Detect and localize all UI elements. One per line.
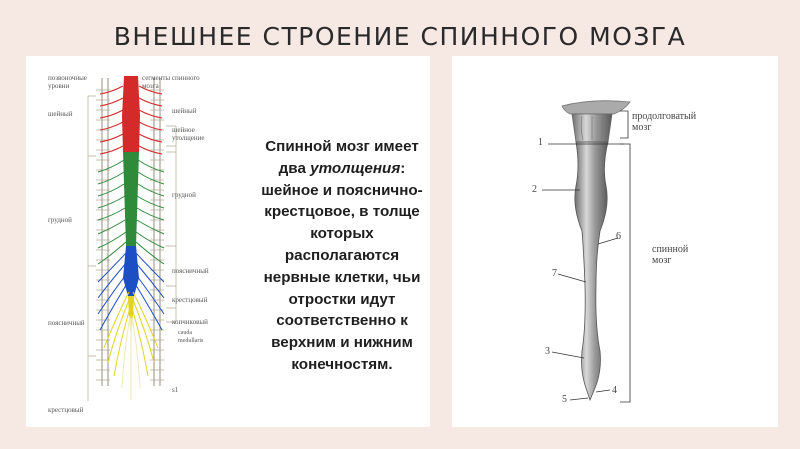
description-part2: : шейное и пояснично-крестцовое, в толще которых располагаются нервные клетки, чьи отростки идут соответственно к верхним и нижним конечностям. <box>261 159 423 373</box>
description-part1: Спинной мозг имеет два <box>265 138 419 177</box>
marker-4: 4 <box>612 385 617 396</box>
marker-3: 3 <box>545 346 550 357</box>
cervical-segment <box>122 76 140 152</box>
marker-6: 6 <box>616 231 621 242</box>
right-label-coccygeal: копчиковый <box>172 318 208 326</box>
slide-title: ВНЕШНЕЕ СТРОЕНИЕ СПИННОГО МОЗГА <box>113 22 687 51</box>
medulla-label-line2: мозг <box>632 122 652 133</box>
left-label-thoracic: грудной <box>48 216 72 224</box>
marker-5: 5 <box>562 394 567 405</box>
spinal-cord-drawing <box>452 56 778 427</box>
right-label-cervical-enlargement: шейное утолщение <box>172 126 205 142</box>
left-label-lumbar: поясничный <box>48 319 85 327</box>
left-panel <box>26 56 430 427</box>
description-text <box>254 136 430 376</box>
medulla-label-line1: продолговатый <box>632 111 697 122</box>
bottom-mark: s1 <box>172 386 179 394</box>
marker-2: 2 <box>532 184 537 195</box>
description-emphasis: утолщения <box>310 159 401 177</box>
right-panel <box>452 56 778 427</box>
cord-segments-header: сегменты спинного мозга <box>142 74 200 90</box>
left-label-sacral: крестцовый <box>48 406 84 414</box>
right-label-sacral: крестцовый <box>172 296 208 304</box>
right-label-thoracic: грудной <box>172 191 196 199</box>
cord-label-line2: мозг <box>652 255 672 266</box>
vertebral-levels-header: позвоночные уровни <box>48 74 87 90</box>
spinal-cord-shape <box>575 142 608 400</box>
cord-label-line1: спинной <box>652 244 689 255</box>
right-label-lumbar: поясничный <box>172 267 209 275</box>
pons-shape <box>562 101 630 114</box>
left-label-cervical: шейный <box>48 110 73 118</box>
right-label-cauda: cauda medullaris <box>178 330 204 344</box>
marker-7: 7 <box>552 268 557 279</box>
marker-1: 1 <box>538 137 543 148</box>
right-label-cervical: шейный <box>172 107 197 115</box>
sacral-segment <box>128 296 134 318</box>
